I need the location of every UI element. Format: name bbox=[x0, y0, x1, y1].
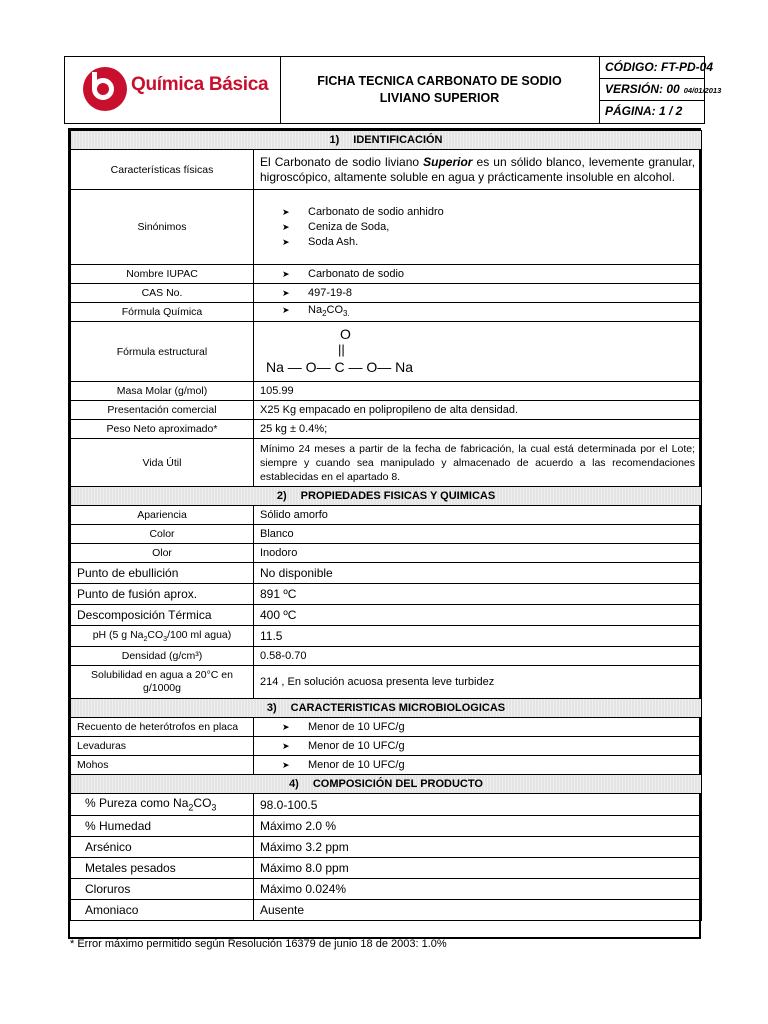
estructural-label: Fórmula estructural bbox=[71, 322, 254, 382]
section-number: 1) bbox=[329, 134, 340, 146]
formula-value: $Na_2CO_{3.}$ bbox=[308, 304, 350, 319]
cas-label: CAS No. bbox=[71, 284, 254, 303]
peso-label: Peso Neto aproximado* bbox=[71, 420, 254, 439]
densidad-value: 0.58-0.70 bbox=[254, 647, 702, 666]
mohos-label: Mohos bbox=[71, 756, 254, 775]
iupac-label: Nombre IUPAC bbox=[71, 265, 254, 284]
table-row bbox=[71, 816, 702, 837]
footnote: * Error máximo permitido según Resolución 16379 de junio 18 de 2003: 1.0% bbox=[70, 938, 447, 950]
spec-table-frame bbox=[68, 128, 701, 939]
table-row bbox=[71, 584, 702, 605]
table-row bbox=[71, 420, 702, 439]
spec-table bbox=[70, 130, 702, 921]
arrow-bullet-icon: ➤ bbox=[282, 721, 290, 732]
section-title: IDENTIFICACIÓN bbox=[353, 134, 443, 146]
table-row bbox=[71, 150, 702, 190]
arsenico-value: Máximo 3.2 ppm bbox=[254, 837, 702, 858]
table-row bbox=[71, 265, 702, 284]
structural-formula-drawing bbox=[254, 322, 454, 378]
codigo-field: CÓDIGO: FT-PD-04 bbox=[599, 57, 704, 79]
presentacion-label: Presentación comercial bbox=[71, 401, 254, 420]
table-row bbox=[71, 563, 702, 584]
humedad-label: % Humedad bbox=[71, 816, 254, 837]
list-item bbox=[260, 720, 695, 735]
arrow-bullet-icon: ➤ bbox=[282, 268, 290, 279]
table-row bbox=[71, 303, 702, 322]
arrow-bullet-icon: ➤ bbox=[282, 740, 290, 751]
table-row bbox=[71, 525, 702, 544]
section-title: PROPIEDADES FISICAS Y QUIMICAS bbox=[300, 490, 496, 503]
company-logo-icon bbox=[83, 67, 127, 111]
section-header-composicion bbox=[71, 775, 702, 794]
formula-oxygen-top: O bbox=[340, 326, 351, 343]
arsenico-label: Arsénico bbox=[71, 837, 254, 858]
table-row bbox=[71, 544, 702, 563]
cloruros-value: Máximo 0.024% bbox=[254, 879, 702, 900]
metales-label: Metales pesados bbox=[71, 858, 254, 879]
heterotrofos-value: Menor de 10 UFC/g bbox=[308, 720, 405, 733]
version-date: 04/01/2013 bbox=[683, 86, 722, 95]
arrow-bullet-icon: ➤ bbox=[282, 305, 290, 315]
solubilidad-value: 214 , En solución acuosa presenta leve turbidez bbox=[254, 666, 702, 699]
table-row bbox=[71, 794, 702, 816]
table-row bbox=[71, 647, 702, 666]
table-row bbox=[71, 284, 702, 303]
table-row bbox=[71, 626, 702, 647]
table-row bbox=[71, 879, 702, 900]
fusion-label: Punto de fusión aprox. bbox=[71, 584, 254, 605]
company-logo-text: Química Básica bbox=[131, 74, 269, 95]
list-item bbox=[260, 303, 695, 321]
section-title: CARACTERISTICAS MICROBIOLOGICAS bbox=[290, 702, 506, 715]
solubilidad-label: Solubilidad en agua a 20°C en g/1000g bbox=[71, 666, 254, 699]
section-number: 2) bbox=[276, 490, 287, 503]
formula-label: Fórmula Química bbox=[71, 303, 254, 322]
document-meta bbox=[599, 57, 722, 123]
arrow-bullet-icon: ➤ bbox=[282, 287, 290, 298]
mohos-value: Menor de 10 UFC/g bbox=[308, 758, 405, 771]
table-row bbox=[71, 322, 702, 382]
list-item: ➤ Carbonato de sodio anhidro bbox=[282, 205, 444, 218]
cloruros-label: Cloruros bbox=[71, 879, 254, 900]
vida-value: Mínimo 24 meses a partir de la fecha de fabricación, la cual está determinada por el Lote; siempre y cuando sea manipulado y almacenado de acuerdo a las recomendaciones establecidas en el apartado 8. bbox=[254, 439, 702, 487]
masa-label: Masa Molar (g/mol) bbox=[71, 382, 254, 401]
table-row bbox=[71, 382, 702, 401]
amoniaco-value: Ausente bbox=[254, 900, 702, 921]
table-row bbox=[71, 756, 702, 775]
heterotrofos-label: Recuento de heterótrofos en placa bbox=[71, 718, 254, 737]
color-label: Color bbox=[71, 525, 254, 544]
descomposicion-value: 400 ºC bbox=[254, 605, 702, 626]
table-row bbox=[71, 439, 702, 487]
table-row bbox=[71, 900, 702, 921]
olor-label: Olor bbox=[71, 544, 254, 563]
caracteristicas-label: Características físicas bbox=[71, 150, 254, 190]
levaduras-value: Menor de 10 UFC/g bbox=[308, 739, 405, 752]
fusion-value: 891 ºC bbox=[254, 584, 702, 605]
vida-label: Vida Útil bbox=[71, 439, 254, 487]
iupac-value: Carbonato de sodio bbox=[308, 267, 405, 280]
version-field bbox=[599, 79, 722, 101]
presentacion-value: X25 Kg empacado en polipropileno de alta densidad. bbox=[254, 401, 702, 420]
list-item bbox=[260, 739, 695, 754]
arrow-bullet-icon: ➤ bbox=[282, 759, 290, 770]
ph-label: pH (5 g $Na_2CO_3/100$ ml agua) bbox=[71, 626, 254, 647]
arrow-bullet-icon: ➤ bbox=[282, 236, 290, 247]
olor-value: Inodoro bbox=[254, 544, 702, 563]
section-title: COMPOSICIÓN DEL PRODUCTO bbox=[312, 778, 483, 791]
title-line-2: LIVIANO SUPERIOR bbox=[379, 91, 500, 105]
sinonimos-label: Sinónimos bbox=[71, 190, 254, 265]
descomposicion-label: Descomposición Térmica bbox=[71, 605, 254, 626]
metales-value: Máximo 8.0 ppm bbox=[254, 858, 702, 879]
pureza-value: 98.0-100.5 bbox=[254, 794, 702, 816]
list-item: ➤ Ceniza de Soda, bbox=[282, 220, 390, 233]
formula-main-chain: Na — O— C — O— Na bbox=[266, 359, 414, 376]
arrow-bullet-icon: ➤ bbox=[282, 221, 290, 232]
apariencia-label: Apariencia bbox=[71, 506, 254, 525]
table-row bbox=[71, 506, 702, 525]
ebullicion-label: Punto de ebullición bbox=[71, 563, 254, 584]
ebullicion-value: No disponible bbox=[254, 563, 702, 584]
amoniaco-label: Amoniaco bbox=[71, 900, 254, 921]
table-row bbox=[71, 718, 702, 737]
section-header-propiedades bbox=[71, 487, 702, 506]
caracteristicas-value: El Carbonato de sodio liviano Superior es un sólido blanco, levemente granular, higroscópico, altamente soluble en agua y prácticamente insoluble en alcohol. bbox=[254, 150, 702, 190]
version-label: VERSIÓN: 00 bbox=[605, 82, 680, 96]
pagina-field: PÁGINA: 1 / 2 bbox=[605, 104, 683, 118]
structural-formula bbox=[254, 322, 702, 382]
table-row bbox=[71, 190, 702, 265]
peso-value: 25 kg ± 0.4%; bbox=[254, 420, 702, 439]
table-row bbox=[71, 737, 702, 756]
section-number: 3) bbox=[266, 702, 277, 715]
formula-double-bond: || bbox=[338, 342, 345, 358]
pureza-label: % Pureza como $Na_2CO_3$ bbox=[71, 794, 254, 816]
list-item bbox=[260, 267, 695, 282]
list-item bbox=[260, 758, 695, 773]
logo-cell bbox=[65, 57, 281, 123]
list-item: ➤ Soda Ash. bbox=[282, 235, 359, 248]
ph-value: 11.5 bbox=[254, 626, 702, 647]
color-value: Blanco bbox=[254, 525, 702, 544]
section-header-identificacion bbox=[71, 131, 702, 150]
arrow-bullet-icon: ➤ bbox=[282, 206, 290, 217]
section-header-microbiologicas bbox=[71, 699, 702, 718]
levaduras-label: Levaduras bbox=[71, 737, 254, 756]
masa-value: 105.99 bbox=[254, 382, 702, 401]
section-number: 4) bbox=[289, 778, 299, 791]
document-header bbox=[64, 56, 722, 124]
document-title bbox=[280, 57, 600, 123]
table-row bbox=[71, 605, 702, 626]
densidad-label: Densidad (g/cm³) bbox=[71, 647, 254, 666]
cas-value: 497-19-8 bbox=[308, 286, 353, 299]
humedad-value: Máximo 2.0 % bbox=[254, 816, 702, 837]
apariencia-value: Sólido amorfo bbox=[254, 506, 702, 525]
table-row bbox=[71, 666, 702, 699]
sinonimos-list bbox=[254, 190, 702, 265]
table-row bbox=[71, 858, 702, 879]
table-row bbox=[71, 401, 702, 420]
table-row bbox=[71, 837, 702, 858]
title-line-1: FICHA TECNICA CARBONATO DE SODIO bbox=[317, 74, 562, 88]
list-item bbox=[260, 286, 695, 301]
